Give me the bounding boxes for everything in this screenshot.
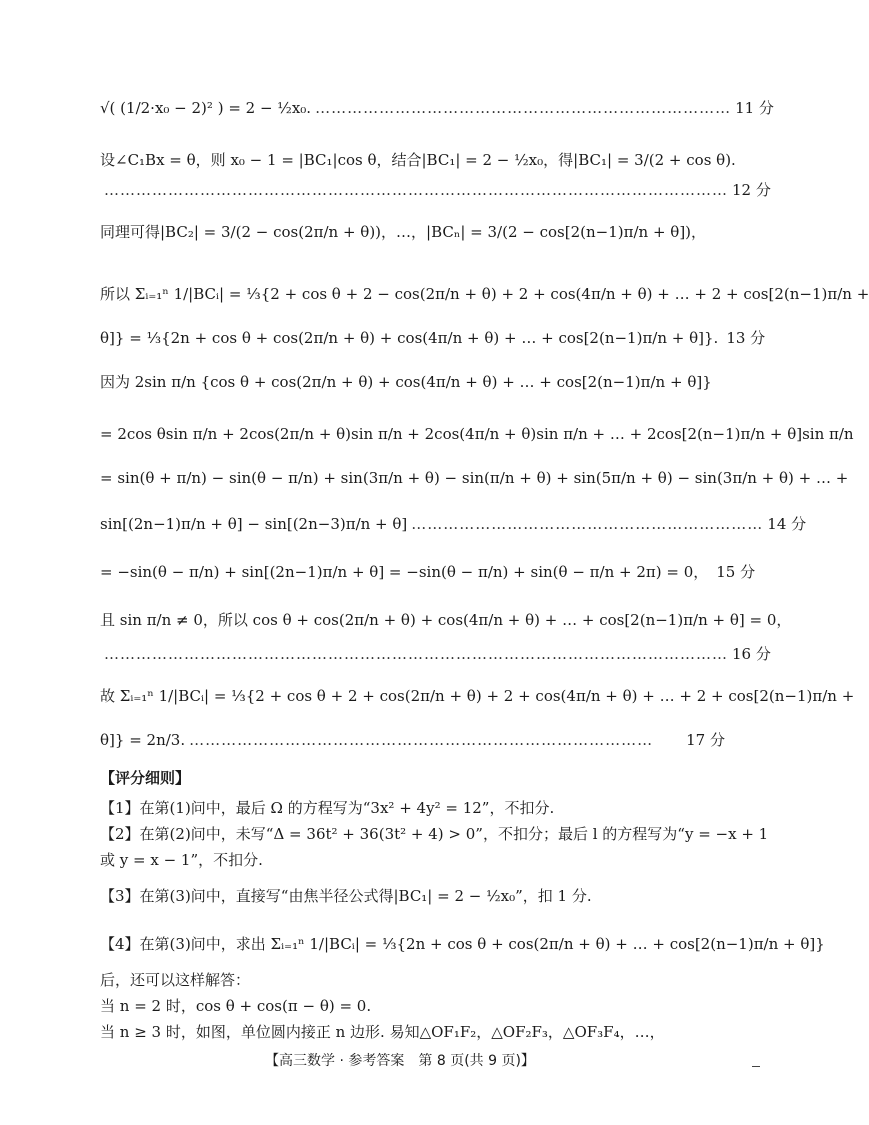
corner-mark (752, 1066, 760, 1067)
solution-line (100, 642, 771, 666)
formula-text: 故 Σᵢ₌₁ⁿ 1/|BCᵢ| = ⅓{2 + cos θ + 2 + cos(2π/n + θ) + 2 + cos(4π/n + θ) + … + 2 + cos[2(n−1)π/n + (100, 687, 855, 705)
solution-line (100, 326, 766, 350)
score-label: 13 分 (726, 329, 766, 347)
formula-text: 所以 Σᵢ₌₁ⁿ 1/|BCᵢ| = ⅓{2 + cos θ + 2 − cos(2π/n + θ) + 2 + cos(4π/n + θ) + … + 2 + cos[2(n−1)π/n + (100, 285, 869, 303)
solution-line (100, 220, 725, 244)
formula-text: = 2cos θsin π/n + 2cos(2π/n + θ)sin π/n + 2cos(4π/n + θ)sin π/n + … + 2cos[2(n−1)π/n + θ]sin π/n (100, 425, 854, 443)
rule-item: 【3】在第(3)问中，直接写“由焦半径公式得|BC₁| = 2 − ½x₀”，扣 1 分. (100, 887, 592, 905)
formula-text: 设∠C₁Bx = θ，则 x₀ − 1 = |BC₁|cos θ，结合|BC₁| = 2 − ½x₀，得|BC₁| = 3/(2 + cos θ). (100, 151, 736, 169)
solution-line (100, 96, 774, 120)
solution-line (100, 608, 792, 632)
formula-text: 同理可得|BC₂| = 3/(2 − cos(2π/n + θ))，…，|BCₙ| = 3/(2 − cos[2(n−1)π/n + θ])， (100, 223, 707, 241)
formula-text: θ]} = ⅓{2n + cos θ + cos(2π/n + θ) + cos(4π/n + θ) + … + cos[2(n−1)π/n + θ]}. (100, 329, 719, 347)
formula-text: √( (1/2·x₀ − 2)² ) = 2 − ½x₀. (100, 99, 312, 117)
score-label: 17 分 (686, 731, 725, 749)
page-footer: 【高三数学 · 参考答案 第 8 页(共 9 页)】 (265, 1053, 535, 1069)
leader-dots: …………………………………………………………………… (315, 99, 732, 117)
solution-line (100, 466, 849, 490)
rule-item: 当 n = 2 时，cos θ + cos(π − θ) = 0. (100, 997, 372, 1015)
score-label: 15 分 (716, 563, 756, 581)
score-label: 11 分 (735, 99, 774, 117)
rule-item: 当 n ≥ 3 时，如图，单位圆内接正 n 边形. 易知△OF₁F₂，△OF₂F₃，△OF₃F₄，…， (100, 1023, 665, 1041)
formula-text: = −sin(θ − π/n) + sin[(2n−1)π/n + θ] = −sin(θ − π/n) + sin(θ − π/n + 2π) = 0， (100, 563, 709, 581)
formula-text: 因为 2sin π/n {cos θ + cos(2π/n + θ) + cos(4π/n + θ) + … + cos[2(n−1)π/n + θ]} (100, 373, 712, 391)
rule-item: 【2】在第(2)问中，未写“Δ = 36t² + 36(3t² + 4) > 0”，不扣分；最后 l 的方程写为“y = −x + 1 (100, 825, 769, 843)
solution-line (100, 422, 854, 446)
rule-item: 后，还可以这样解答： (100, 971, 251, 989)
solution-line (100, 148, 736, 172)
rule-item: 【1】在第(1)问中，最后 Ω 的方程写为“3x² + 4y² = 12”，不扣分. (100, 799, 555, 817)
formula-text: = sin(θ + π/n) − sin(θ − π/n) + sin(3π/n + θ) − sin(π/n + θ) + sin(5π/n + θ) − sin(3π/n + θ) + … + (100, 469, 849, 487)
solution-line (100, 684, 855, 708)
leader-dots: ……………………………………………………………………………………………………… (104, 181, 728, 199)
leader-dots: …………………………………………………………………………… (189, 731, 654, 749)
solution-line (100, 282, 869, 306)
score-label: 14 分 (767, 515, 807, 533)
score-label: 16 分 (732, 645, 771, 663)
section-heading: 【评分细则】 (100, 769, 191, 787)
formula-text: θ]} = 2n/3. (100, 731, 186, 749)
formula-text: 且 sin π/n ≠ 0，所以 cos θ + cos(2π/n + θ) + cos(4π/n + θ) + … + cos[2(n−1)π/n + θ] = 0， (100, 611, 792, 629)
formula-text: sin[(2n−1)π/n + θ] − sin[(2n−3)π/n + θ] (100, 515, 408, 533)
solution-line (100, 370, 725, 394)
solution-line (100, 512, 807, 536)
solution-line (100, 560, 756, 584)
solution-line (100, 728, 725, 752)
rule-item: 或 y = x − 1”，不扣分. (100, 851, 263, 869)
rule-item: 【4】在第(3)问中，求出 Σᵢ₌₁ⁿ 1/|BCᵢ| = ⅓{2n + cos θ + cos(2π/n + θ) + … + cos[2(n−1)π/n + θ]} (100, 935, 825, 953)
score-label: 12 分 (732, 181, 771, 199)
solution-line (100, 178, 771, 202)
leader-dots: ………………………………………………………… (411, 515, 764, 533)
leader-dots: ……………………………………………………………………………………………………… (104, 645, 728, 663)
